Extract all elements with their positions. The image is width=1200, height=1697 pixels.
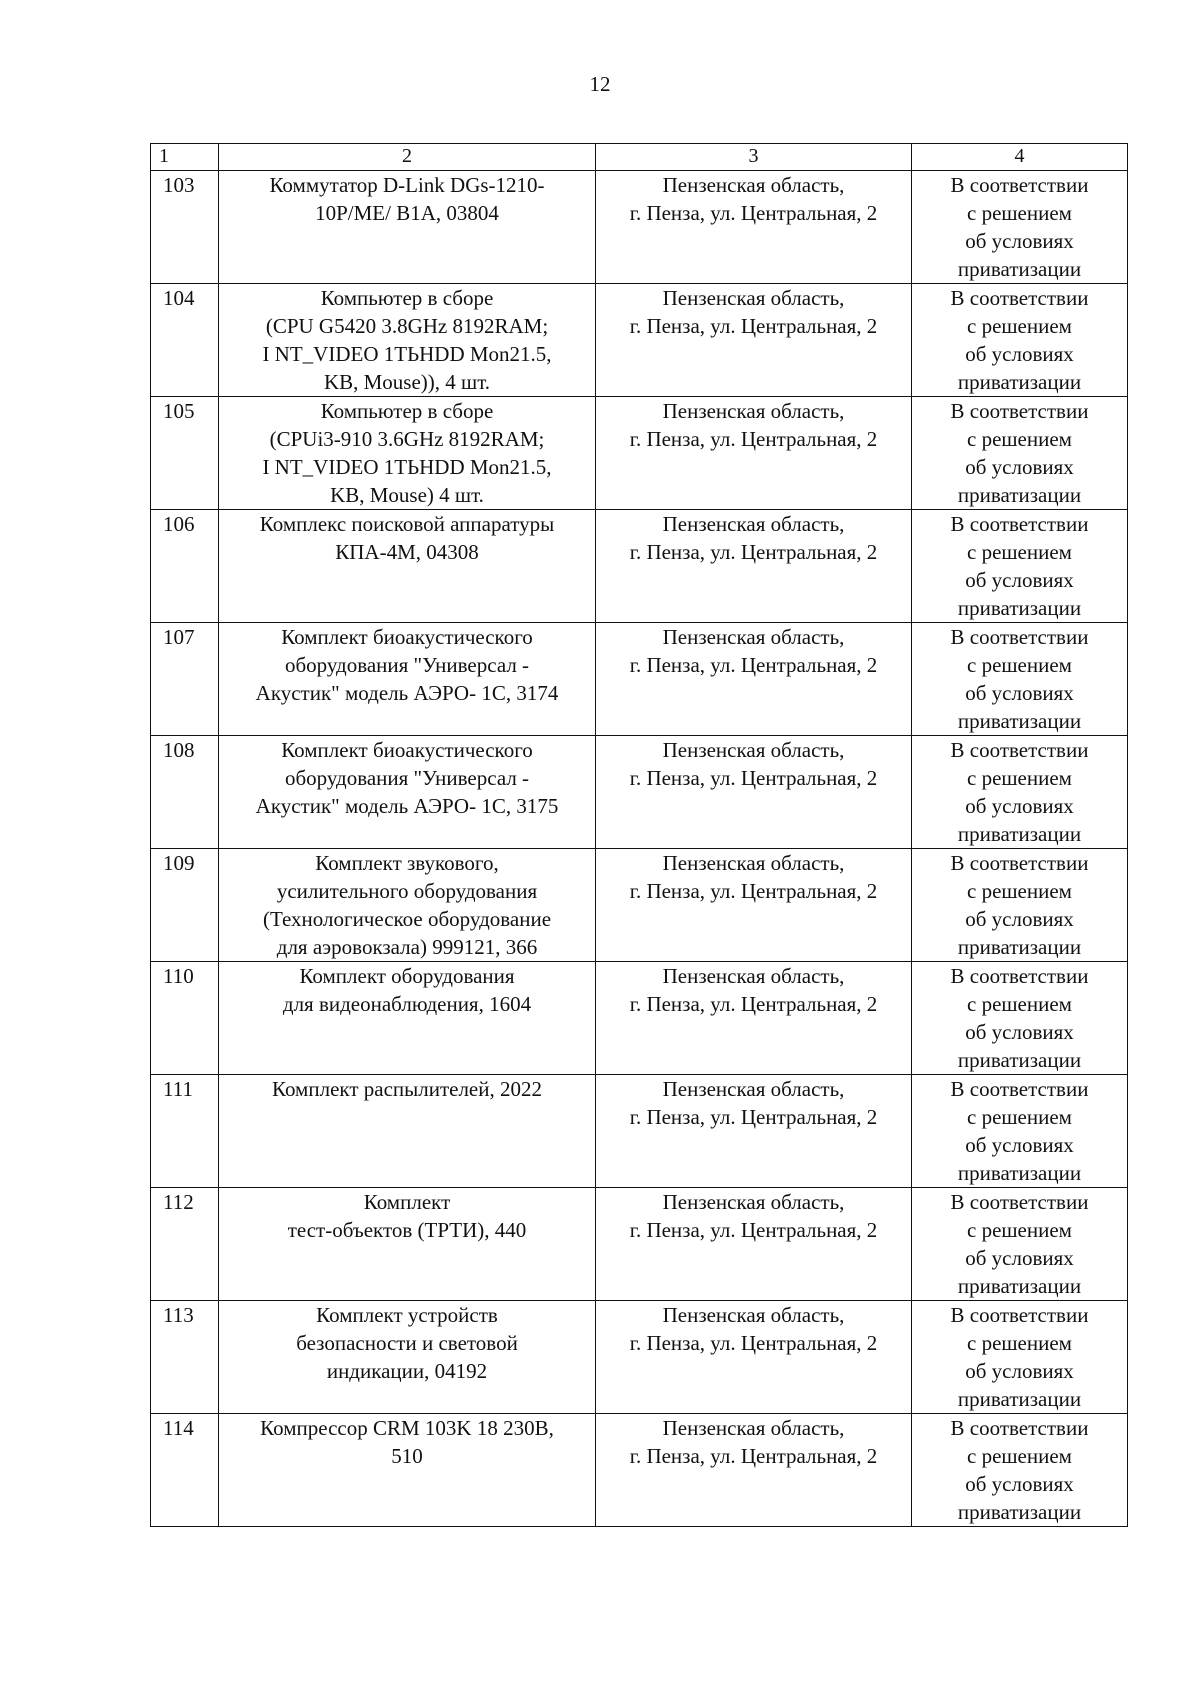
page-number: 12 [589,72,611,96]
row-number-cell: 104 [151,284,219,397]
item-name-cell [219,736,596,849]
condition-line: с решением [967,201,1072,225]
condition-line: об условиях [965,568,1074,592]
condition-line: об условиях [965,681,1074,705]
item-name-line: (Технологическое оборудование [262,907,552,931]
condition-cell [912,1301,1128,1414]
table-row [151,849,1128,962]
table-row [151,397,1128,510]
location-cell [596,623,912,736]
location-line: г. Пенза, ул. Центральная, 2 [629,653,878,677]
condition-cell [912,623,1128,736]
location-line: Пензенская область, [662,1303,845,1327]
condition-line: В соответствии [950,1077,1089,1101]
item-name-line: Компьютер в сборе [320,286,494,310]
table-row [151,284,1128,397]
condition-line: приватизации [957,1387,1082,1411]
item-name-line: индикации, 04192 [326,1359,488,1383]
item-name-line: Комплект биоакустического [281,738,533,762]
condition-line: с решением [967,1218,1072,1242]
location-cell [596,736,912,849]
item-name-line: KB, Mouse)), 4 шт. [323,370,491,394]
condition-line: с решением [967,766,1072,790]
condition-line: об условиях [965,455,1074,479]
condition-cell [912,284,1128,397]
item-name-line: Комплект устройств [316,1303,498,1327]
condition-line: с решением [967,1444,1072,1468]
location-line: г. Пенза, ул. Центральная, 2 [629,1218,878,1242]
item-name-line: Комплект оборудования [299,964,515,988]
condition-cell [912,1075,1128,1188]
condition-line: В соответствии [950,399,1089,423]
condition-line: с решением [967,314,1072,338]
location-line: Пензенская область, [662,1190,845,1214]
item-name-line: Комплекс поисковой аппаратуры [259,512,555,536]
table-row [151,1188,1128,1301]
condition-line: об условиях [965,1472,1074,1496]
row-number-cell: 105 [151,397,219,510]
condition-line: В соответствии [950,964,1089,988]
row-number-cell: 103 [151,171,219,284]
condition-line: В соответствии [950,625,1089,649]
row-number-cell: 106 [151,510,219,623]
item-name-cell [219,1301,596,1414]
condition-cell [912,397,1128,510]
table-row [151,962,1128,1075]
header-cell-condition: 4 [912,144,1128,171]
condition-line: с решением [967,1105,1072,1129]
location-cell [596,284,912,397]
condition-cell [912,1188,1128,1301]
table-row [151,1301,1128,1414]
location-line: Пензенская область, [662,1077,845,1101]
condition-line: об условиях [965,1020,1074,1044]
item-name-line: оборудования "Универсал - [284,766,530,790]
item-name-line: Компьютер в сборе [320,399,494,423]
item-name-line: КПА-4М, 04308 [335,540,479,564]
condition-line: приватизации [957,1048,1082,1072]
condition-line: приватизации [957,483,1082,507]
location-cell [596,1075,912,1188]
condition-line: приватизации [957,709,1082,733]
location-line: г. Пенза, ул. Центральная, 2 [629,992,878,1016]
condition-line: с решением [967,992,1072,1016]
condition-line: с решением [967,540,1072,564]
row-number-cell: 112 [151,1188,219,1301]
location-line: Пензенская область, [662,1416,845,1440]
condition-line: об условиях [965,1246,1074,1270]
item-name-line: Компрессор CRM 103K 18 230B, [260,1416,554,1440]
item-name-cell [219,1188,596,1301]
row-number-cell: 107 [151,623,219,736]
condition-line: приватизации [957,822,1082,846]
item-name-line: для аэровокзала) 999121, 366 [276,935,538,959]
condition-line: об условиях [965,794,1074,818]
location-line: г. Пенза, ул. Центральная, 2 [629,540,878,564]
item-name-line: тест-объектов (ТРТИ), 440 [287,1218,527,1242]
item-name-cell [219,284,596,397]
location-cell [596,1188,912,1301]
condition-line: В соответствии [950,1303,1089,1327]
condition-cell [912,962,1128,1075]
row-number-cell: 109 [151,849,219,962]
row-number-cell: 110 [151,962,219,1075]
location-line: г. Пенза, ул. Центральная, 2 [629,427,878,451]
item-name-line: Комплект биоакустического [281,625,533,649]
location-line: Пензенская область, [662,173,845,197]
condition-line: с решением [967,653,1072,677]
location-line: г. Пенза, ул. Центральная, 2 [629,879,878,903]
condition-line: с решением [967,1331,1072,1355]
location-cell [596,849,912,962]
item-name-line: Акустик" модель АЭРО- 1С, 3174 [255,681,559,705]
table-body [151,144,1128,1527]
condition-line: приватизации [957,257,1082,281]
location-line: Пензенская область, [662,512,845,536]
condition-line: приватизации [957,596,1082,620]
condition-line: В соответствии [950,173,1089,197]
item-name-line: безопасности и световой [296,1331,518,1355]
condition-cell [912,736,1128,849]
condition-line: приватизации [957,1274,1082,1298]
item-name-line: усилительного оборудования [276,879,538,903]
condition-line: В соответствии [950,1190,1089,1214]
item-name-line: для видеонаблюдения, 1604 [282,992,532,1016]
table-row [151,736,1128,849]
header-cell-location: 3 [596,144,912,171]
item-name-line: Комплект звукового, [315,851,499,875]
location-cell [596,397,912,510]
location-line: Пензенская область, [662,399,845,423]
location-line: Пензенская область, [662,625,845,649]
location-line: Пензенская область, [662,738,845,762]
condition-line: об условиях [965,342,1074,366]
condition-line: В соответствии [950,1416,1089,1440]
table-row [151,171,1128,284]
condition-line: В соответствии [950,738,1089,762]
item-name-line: 510 [391,1444,423,1468]
condition-line: приватизации [957,935,1082,959]
condition-line: приватизации [957,1500,1082,1524]
property-table [150,143,1128,1527]
location-line: Пензенская область, [662,286,845,310]
condition-cell [912,510,1128,623]
item-name-cell [219,171,596,284]
row-number-cell: 108 [151,736,219,849]
condition-line: приватизации [957,1161,1082,1185]
table-row [151,1414,1128,1527]
item-name-line: I NT_VIDEO 1ТЬHDD Mon21.5, [262,455,552,479]
row-number-cell: 114 [151,1414,219,1527]
condition-line: В соответствии [950,512,1089,536]
item-name-line: KB, Mouse) 4 шт. [330,483,484,507]
location-line: г. Пенза, ул. Центральная, 2 [629,201,878,225]
location-line: г. Пенза, ул. Центральная, 2 [629,1105,878,1129]
item-name-cell [219,397,596,510]
item-name-line: Коммутатор D-Link DGs-1210- [269,173,545,197]
location-line: г. Пенза, ул. Центральная, 2 [629,1331,878,1355]
item-name-line: Акустик" модель АЭРО- 1С, 3175 [255,794,559,818]
condition-line: об условиях [965,1133,1074,1157]
item-name-cell [219,623,596,736]
condition-line: приватизации [957,370,1082,394]
header-cell-name: 2 [219,144,596,171]
item-name-cell [219,962,596,1075]
item-name-line: 10P/ME/ B1A, 03804 [315,201,499,225]
item-name-line: I NT_VIDEO 1ТЬHDD Mon21.5, [262,342,552,366]
row-number-cell: 113 [151,1301,219,1414]
item-name-line: оборудования "Универсал - [284,653,530,677]
location-line: Пензенская область, [662,851,845,875]
item-name-cell [219,1075,596,1188]
item-name-line: Комплект распылителей, 2022 [272,1077,542,1101]
location-cell [596,171,912,284]
condition-cell [912,849,1128,962]
condition-line: с решением [967,427,1072,451]
item-name-line: (CPUi3-910 3.6GHz 8192RAM; [269,427,545,451]
location-cell [596,1301,912,1414]
location-line: г. Пенза, ул. Центральная, 2 [629,314,878,338]
location-line: г. Пенза, ул. Центральная, 2 [629,766,878,790]
condition-line: об условиях [965,1359,1074,1383]
location-cell [596,1414,912,1527]
item-name-cell [219,1414,596,1527]
location-line: г. Пенза, ул. Центральная, 2 [629,1444,878,1468]
condition-cell [912,171,1128,284]
item-name-line: (CPU G5420 3.8GHz 8192RAM; [265,314,549,338]
condition-line: В соответствии [950,286,1089,310]
condition-cell [912,1414,1128,1527]
location-cell [596,962,912,1075]
table-row [151,510,1128,623]
condition-line: об условиях [965,229,1074,253]
row-number-cell: 111 [151,1075,219,1188]
table-header-row [151,144,1128,171]
table-row [151,1075,1128,1188]
condition-line: с решением [967,879,1072,903]
condition-line: об условиях [965,907,1074,931]
location-line: Пензенская область, [662,964,845,988]
item-name-line: Комплект [363,1190,451,1214]
item-name-cell [219,849,596,962]
condition-line: В соответствии [950,851,1089,875]
location-cell [596,510,912,623]
table-row [151,623,1128,736]
item-name-cell [219,510,596,623]
header-cell-number: 1 [151,144,219,171]
